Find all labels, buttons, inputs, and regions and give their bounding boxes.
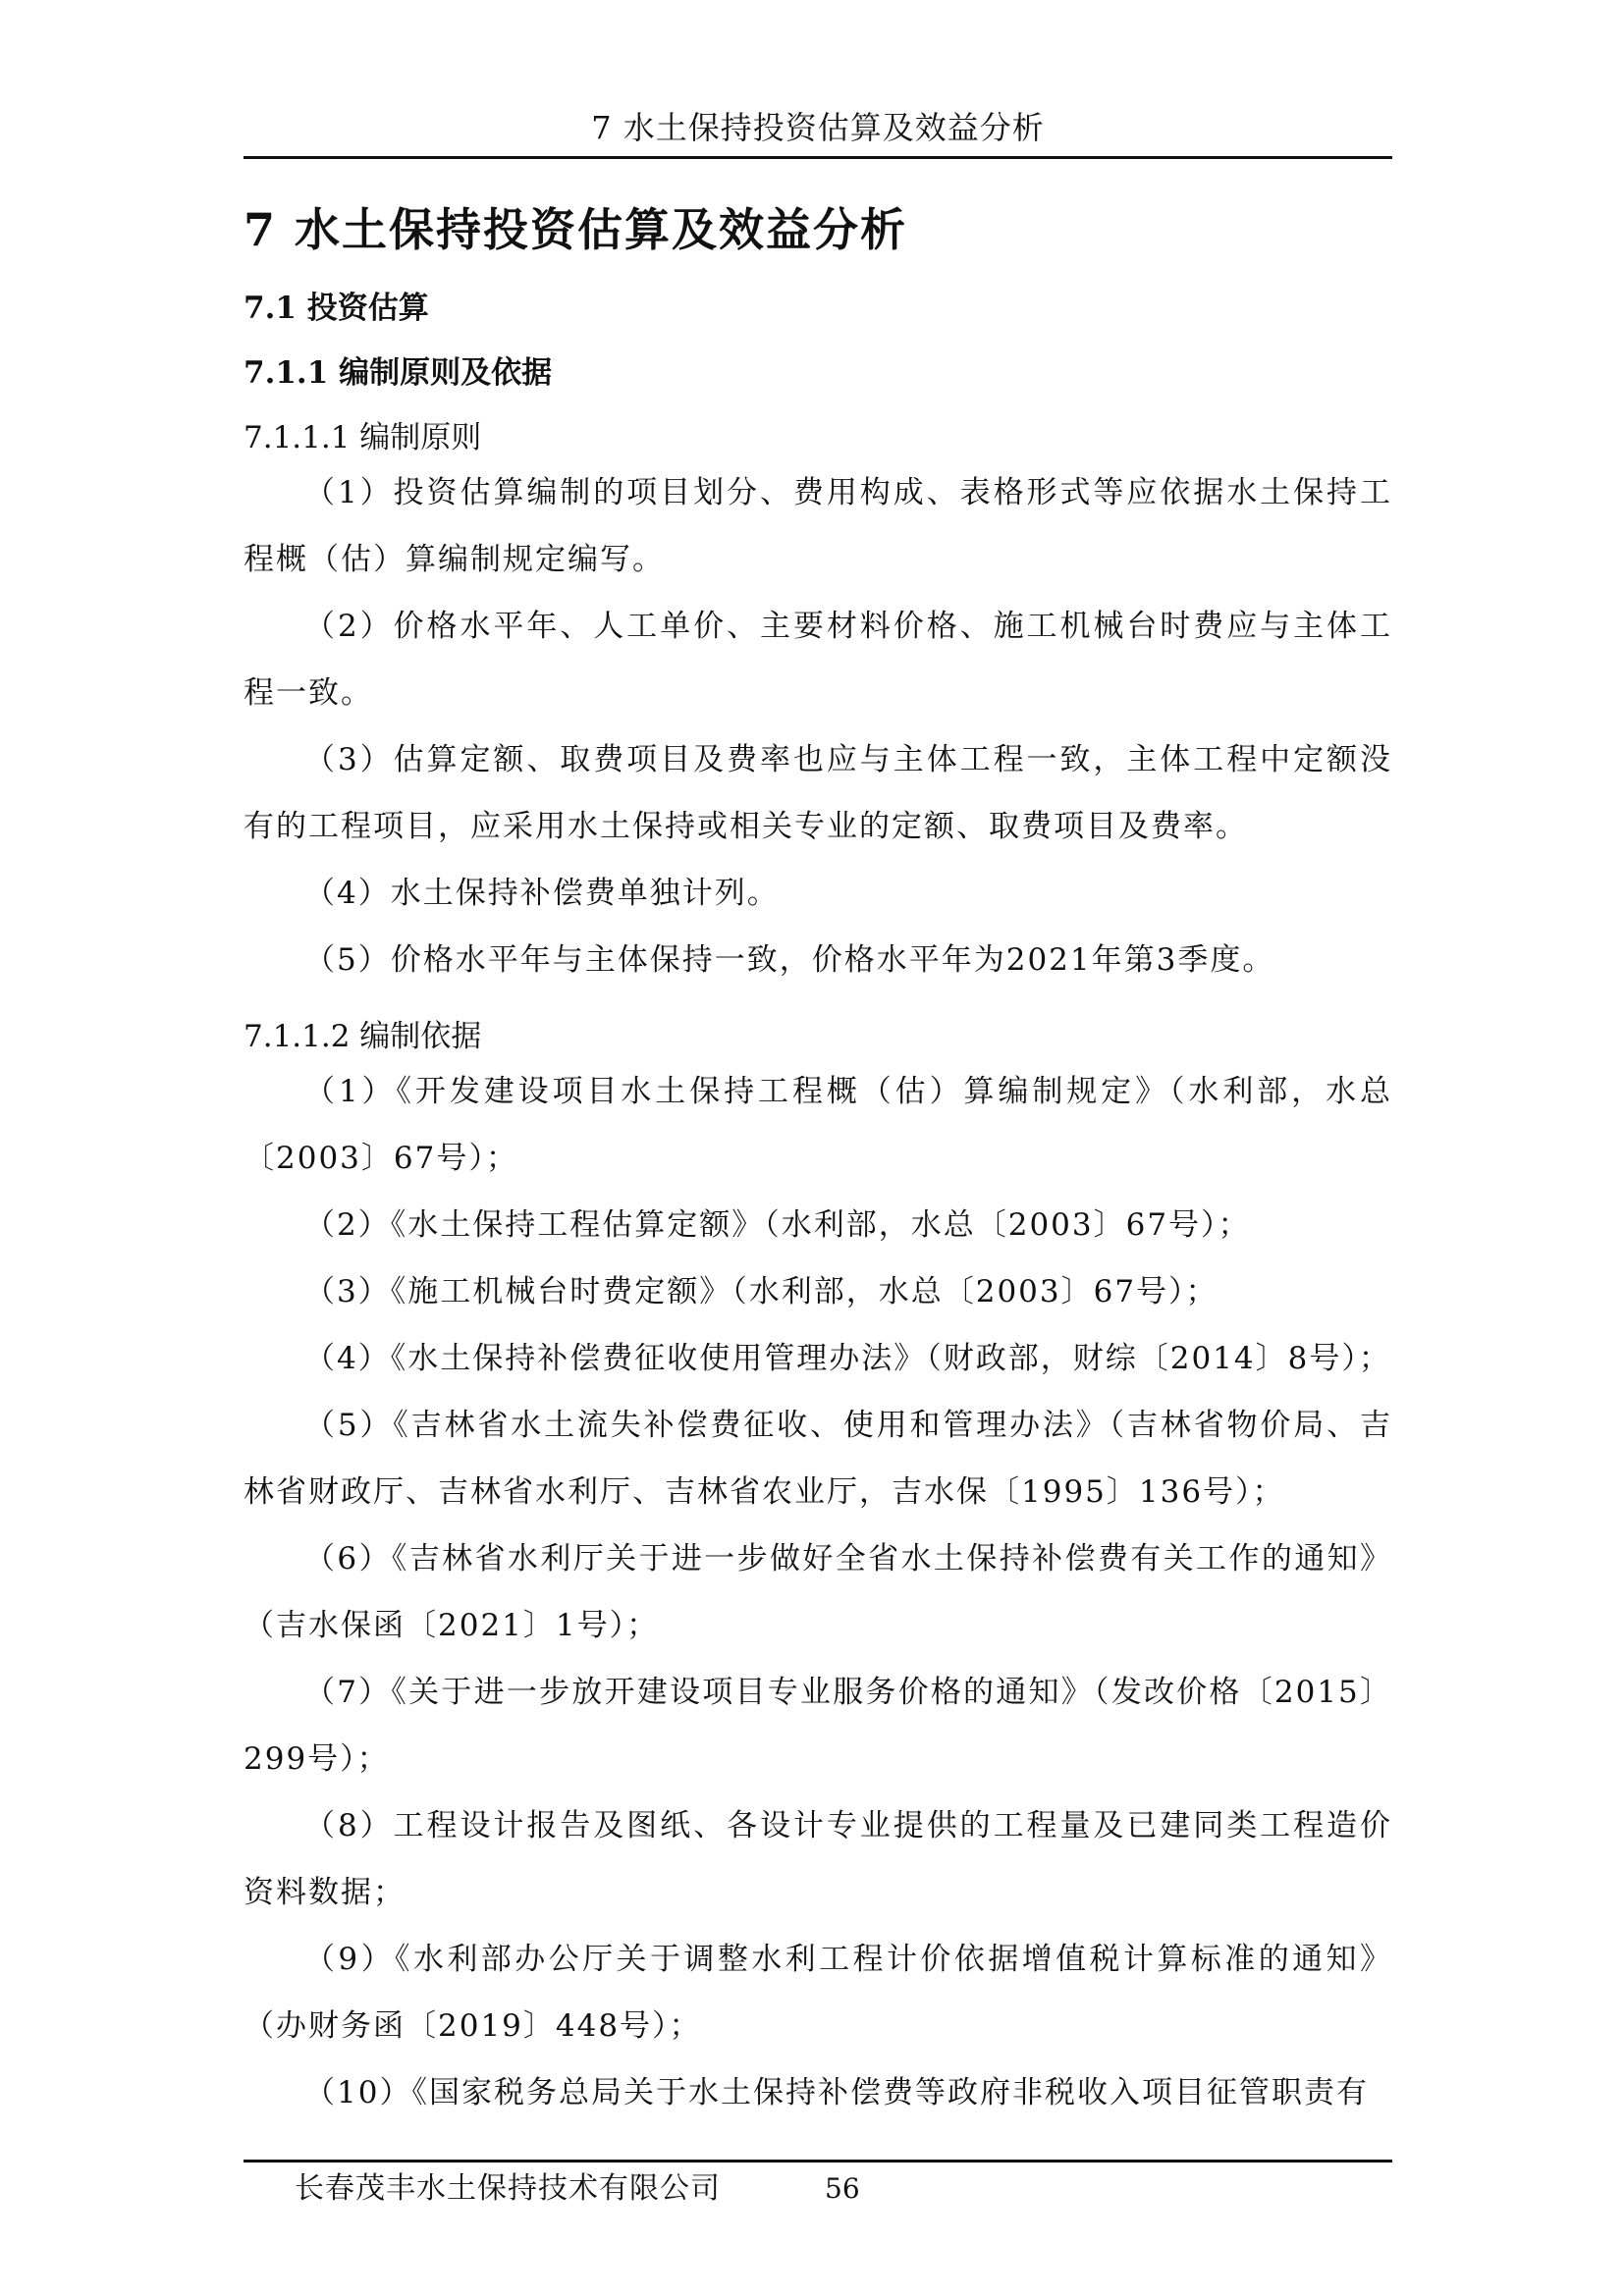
footer-rule — [244, 2160, 1392, 2163]
page-number: 56 — [825, 2172, 860, 2205]
principle-item: （2）价格水平年、人工单价、主要材料价格、施工机械台时费应与主体工程一致。 — [244, 609, 1392, 711]
basis-item: （10）《国家税务总局关于水土保持补偿费等政府非税收入项目征管职责有 — [304, 2075, 1369, 2110]
basis-item: （7）《关于进一步放开建设项目专业服务价格的通知》（发改价格〔2015〕299号）； — [244, 1675, 1392, 1777]
basis-item: （9）《水利部办公厅关于调整水利工程计价依据增值税计算标准的通知》（办财务函〔2019〕448号）； — [244, 1942, 1392, 2044]
principles-heading: 7.1.1.1 编制原则 — [244, 420, 482, 455]
section-title: 7.1 投资估算 — [244, 291, 429, 326]
page-content — [244, 179, 1392, 2126]
chapter-title: 7 水土保持投资估算及效益分析 — [244, 203, 908, 256]
header-rule — [244, 156, 1392, 159]
running-header: 7 水土保持投资估算及效益分析 — [591, 109, 1045, 146]
basis-heading: 7.1.1.2 编制依据 — [244, 1019, 482, 1054]
principle-item: （3）估算定额、取费项目及费率也应与主体工程一致，主体工程中定额没有的工程项目，应采用水土保持或相关专业的定额、取费项目及费率。 — [244, 742, 1392, 844]
basis-item: （4）《水土保持补偿费征收使用管理办法》（财政部，财综〔2014〕8号）； — [304, 1341, 1391, 1376]
basis-item: （5）《吉林省水土流失补偿费征收、使用和管理办法》（吉林省物价局、吉林省财政厅、吉林省水利厅、吉林省农业厅，吉水保〔1995〕136号）； — [244, 1408, 1392, 1510]
principle-item: （4）水土保持补偿费单独计列。 — [304, 876, 780, 911]
subsection-title: 7.1.1 编制原则及依据 — [244, 355, 553, 391]
principle-item: （1）投资估算编制的项目划分、费用构成、表格形式等应依据水土保持工程概（估）算编制规定编写。 — [244, 475, 1392, 577]
basis-item: （2）《水土保持工程估算定额》（水利部，水总〔2003〕67号）； — [304, 1207, 1251, 1243]
basis-item: （6）《吉林省水利厅关于进一步做好全省水土保持补偿费有关工作的通知》（吉水保函〔2021〕1号）； — [244, 1541, 1392, 1643]
footer-company: 长春茂丰水土保持技术有限公司 — [295, 2171, 721, 2206]
principle-item: （5）价格水平年与主体保持一致，价格水平年为2021年第3季度。 — [304, 942, 1275, 978]
basis-item: （1）《开发建设项目水土保持工程概（估）算编制规定》（水利部，水总〔2003〕67号）； — [244, 1074, 1392, 1176]
basis-item: （3）《施工机械台时费定额》（水利部，水总〔2003〕67号）； — [304, 1274, 1218, 1309]
basis-item: （8）工程设计报告及图纸、各设计专业提供的工程量及已建同类工程造价资料数据； — [244, 1808, 1392, 1910]
